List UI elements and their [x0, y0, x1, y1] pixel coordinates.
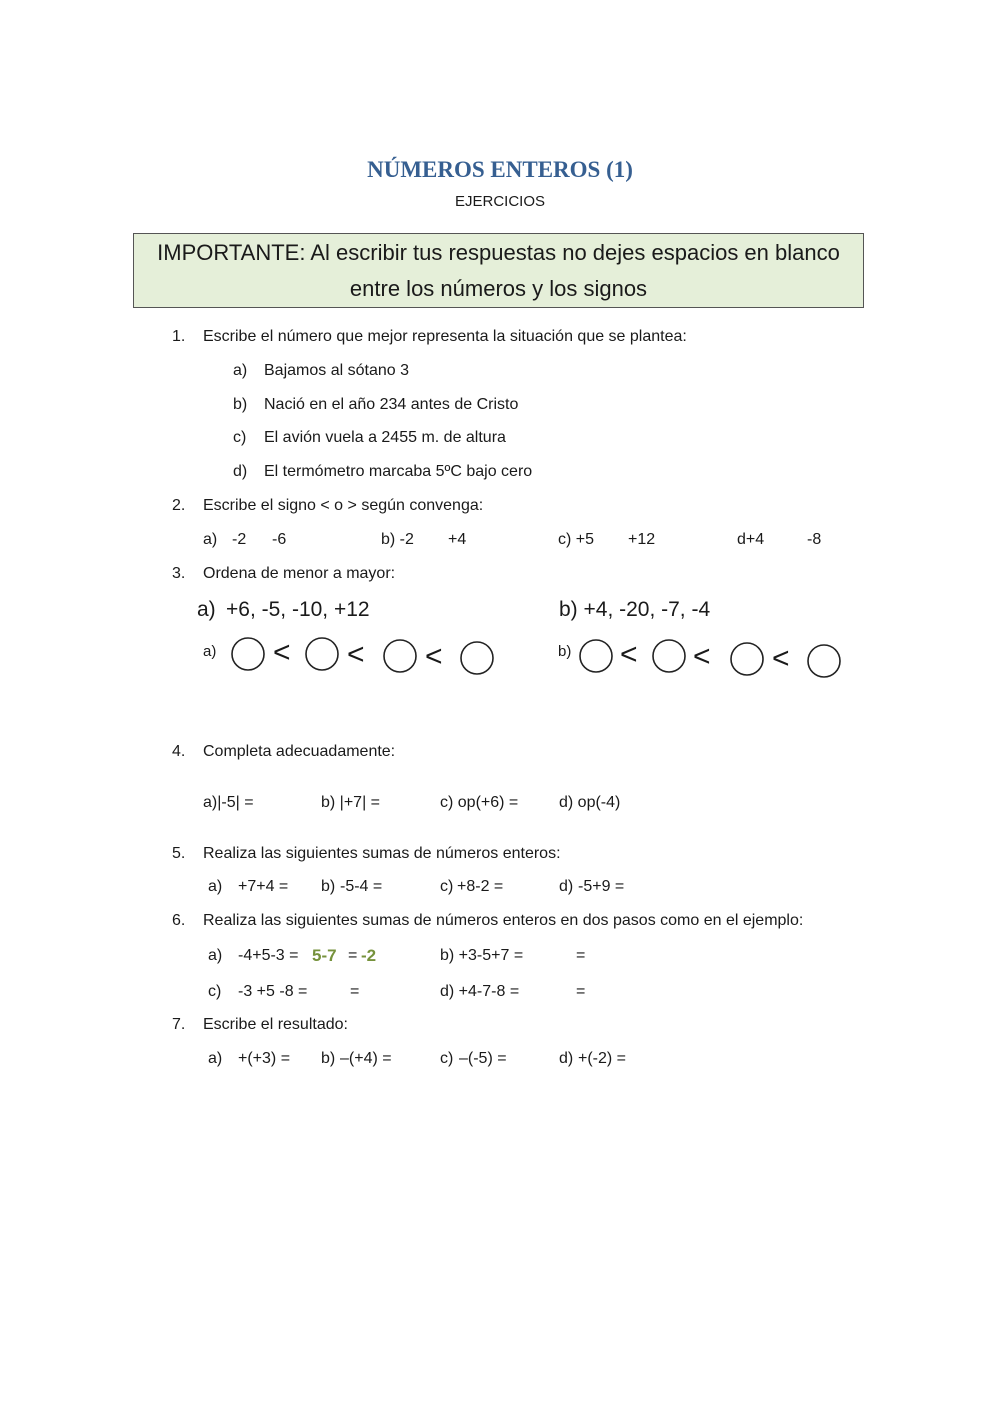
less-than-symbol: <: [273, 636, 291, 669]
answer-circle[interactable]: [580, 640, 612, 672]
q2-item-label: c) +5: [558, 531, 595, 548]
q5-number: 5.: [172, 845, 186, 862]
q7-item-label: d): [559, 1050, 574, 1067]
q3-text: Ordena de menor a mayor:: [203, 565, 396, 582]
q7-number: 7.: [172, 1016, 186, 1033]
q5-item-expr: +8-2 =: [457, 878, 504, 895]
q7-item-expr: –(+4) =: [340, 1050, 392, 1067]
q5-item-label: b): [321, 878, 336, 895]
answer-circle[interactable]: [461, 642, 493, 674]
q5-item-label: a): [208, 878, 223, 895]
q3-b-row-label: b): [558, 643, 572, 660]
q2-item-right: +4: [448, 531, 467, 548]
q6-text: Realiza las siguientes sumas de números enteros en dos pasos como en el ejemplo:: [203, 912, 804, 929]
notice-line-2: entre los números y los signos: [349, 276, 648, 301]
q1-item-text: Nació en el año 234 antes de Cristo: [264, 396, 519, 413]
q7-item-label: c): [440, 1050, 454, 1067]
answer-circle[interactable]: [653, 640, 685, 672]
answer-circle[interactable]: [232, 638, 264, 670]
q1-number: 1.: [172, 328, 186, 345]
q3-a-label: a): [197, 598, 216, 621]
q2-item-left: -2: [232, 531, 247, 548]
q1-item-label: d): [233, 463, 248, 480]
q2-text: Escribe el signo < o > según convenga:: [203, 497, 484, 514]
q4-text: Completa adecuadamente:: [203, 743, 396, 760]
q4-number: 4.: [172, 743, 186, 760]
q5-item-expr: +7+4 =: [238, 878, 289, 895]
q5-item-label: c): [440, 878, 454, 895]
q1-text: Escribe el número que mejor representa la situación que se plantea:: [203, 328, 687, 345]
q1-item-label: a): [233, 362, 248, 379]
q6-d-expr: d) +4-7-8 =: [440, 983, 520, 1000]
q1-item-text: El termómetro marcaba 5ºC bajo cero: [264, 463, 533, 480]
q3-b-values: b) +4, -20, -7, -4: [559, 598, 711, 621]
less-than-symbol: <: [693, 640, 711, 673]
q5-item-expr: -5+9 =: [578, 878, 625, 895]
q5-text: Realiza las siguientes sumas de números enteros:: [203, 845, 561, 862]
q4-item: c) op(+6) =: [440, 794, 519, 811]
q2-number: 2.: [172, 497, 186, 514]
q7-item-expr: –(-5) =: [459, 1050, 507, 1067]
q2-item-label: d+4: [737, 531, 765, 548]
q7-text: Escribe el resultado:: [203, 1016, 348, 1033]
q7-item-expr: +(+3) =: [238, 1050, 291, 1067]
q2-item-label: a): [203, 531, 218, 548]
q4-item: b) |+7| =: [321, 794, 381, 811]
q3-a-values: +6, -5, -10, +12: [226, 598, 370, 621]
q6-number: 6.: [172, 912, 186, 929]
q5-item-label: d): [559, 878, 574, 895]
answer-circle[interactable]: [731, 643, 763, 675]
q6-b-eq: =: [576, 947, 586, 964]
q1-item-label: b): [233, 396, 248, 413]
q6-b-expr: b) +3-5+7 =: [440, 947, 524, 964]
q2-item-right: +12: [628, 531, 656, 548]
q4-item: a)|-5| =: [203, 794, 254, 811]
less-than-symbol: <: [620, 638, 638, 671]
q6-example-eq: =: [348, 947, 358, 964]
q3-a-row-label: a): [203, 643, 217, 660]
page-subtitle: EJERCICIOS: [454, 193, 545, 210]
q6-example-result: -2: [361, 946, 377, 965]
q5-item-expr: -5-4 =: [340, 878, 383, 895]
q1-item-text: El avión vuela a 2455 m. de altura: [264, 429, 506, 446]
page-title: NÚMEROS ENTEROS (1): [367, 157, 633, 182]
less-than-symbol: <: [347, 638, 365, 671]
q6-c-label: c): [208, 983, 222, 1000]
q1-item-label: c): [233, 429, 247, 446]
q7-item-label: b): [321, 1050, 336, 1067]
q6-example-step: 5-7: [312, 946, 337, 965]
q7-item-expr: +(-2) =: [578, 1050, 627, 1067]
q6-example-label: a): [208, 947, 223, 964]
q6-d-eq: =: [576, 983, 586, 1000]
answer-circle[interactable]: [384, 640, 416, 672]
q4-item: d) op(-4): [559, 794, 621, 811]
q6-c-expr: -3 +5 -8 =: [238, 983, 308, 1000]
q2-item-right: -8: [807, 531, 822, 548]
q1-item-text: Bajamos al sótano 3: [264, 362, 409, 379]
notice-line-1: IMPORTANTE: Al escribir tus respuestas no dejes espacios en blanco: [157, 240, 840, 265]
q6-example-expr: -4+5-3 =: [238, 947, 299, 964]
q2-item-label: b) -2: [381, 531, 414, 548]
answer-circle[interactable]: [306, 638, 338, 670]
q2-item-right: -6: [272, 531, 287, 548]
q3-number: 3.: [172, 565, 186, 582]
answer-circle[interactable]: [808, 645, 840, 677]
less-than-symbol: <: [425, 640, 443, 673]
q6-c-eq: =: [350, 983, 360, 1000]
q7-item-label: a): [208, 1050, 223, 1067]
less-than-symbol: <: [772, 642, 790, 675]
